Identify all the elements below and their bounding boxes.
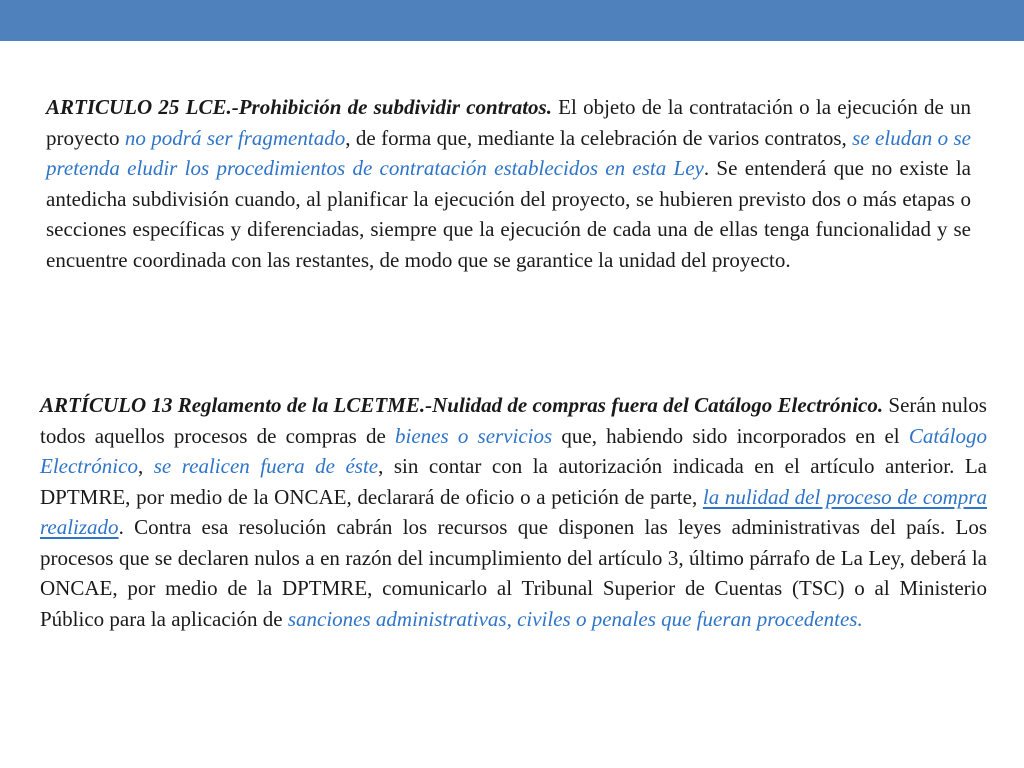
- article-13-text-5: . Contra esa resolución cabrán los recursos que disponen las leyes administrativas del país. Los procesos que se declaren nulos a en razón del incumplimiento del artículo 3, último párrafo de La Ley, deberá la ONCAE, por medio de la DPTMRE, comunicarlo al Tribunal Superior de Cuentas (TSC) o al Ministerio Público para la aplicación de: [40, 515, 987, 631]
- article-25-paragraph: [46, 92, 971, 275]
- article-25-text-3: . Se entenderá que no existe la antedicha subdivisión cuando, al planificar la ejecución del proyecto, se hubieren previsto dos o más etapas o secciones específicas y diferenciadas, siempre que la ejecución de cada una de ellas tenga funcionalidad y se encuentre coordinada con las restantes, de modo que se garantice la unidad del proyecto.: [46, 156, 972, 272]
- article-13-highlight-3: se realicen fuera de éste: [153, 454, 379, 478]
- article-13-text-3: ,: [137, 454, 154, 478]
- header-bar: [0, 0, 1024, 41]
- article-13-text-1: Serán nulos todos aquellos procesos de compras de: [40, 393, 987, 448]
- article-13-text-2: que, habiendo sido incorporados en el: [552, 423, 909, 448]
- article-13-highlight-2: Catálogo Electrónico: [40, 423, 987, 478]
- article-13-highlight-5: sanciones administrativas, civiles o penales que fueran procedentes.: [287, 606, 863, 631]
- article-13-highlight-1: bienes o servicios: [394, 423, 553, 448]
- article-25-text-2: , de forma que, mediante la celebración de varios contratos,: [345, 125, 853, 150]
- article-13-highlight-4: la nulidad del proceso de compra realizado: [40, 484, 987, 539]
- article-25-highlight-1: no podrá ser fragmentado: [124, 125, 346, 150]
- article-25-highlight-2: se eludan o se pretenda eludir los procedimientos de contratación establecidos en esta Ley: [46, 125, 971, 180]
- article-25-heading: ARTICULO 25 LCE.-Prohibición de subdividir contratos.: [46, 95, 552, 119]
- article-25-text-1: El objeto de la contratación o la ejecución de un proyecto: [46, 95, 971, 150]
- article-13-heading: ARTÍCULO 13 Reglamento de la LCETME.-Nulidad de compras fuera del Catálogo Electrónico.: [40, 393, 884, 417]
- article-13-paragraph: [40, 390, 987, 634]
- article-13-text-4: , sin contar con la autorización indicada en el artículo anterior. La DPTMRE, por medio de la ONCAE, declarará de oficio o a petición de parte,: [40, 454, 988, 509]
